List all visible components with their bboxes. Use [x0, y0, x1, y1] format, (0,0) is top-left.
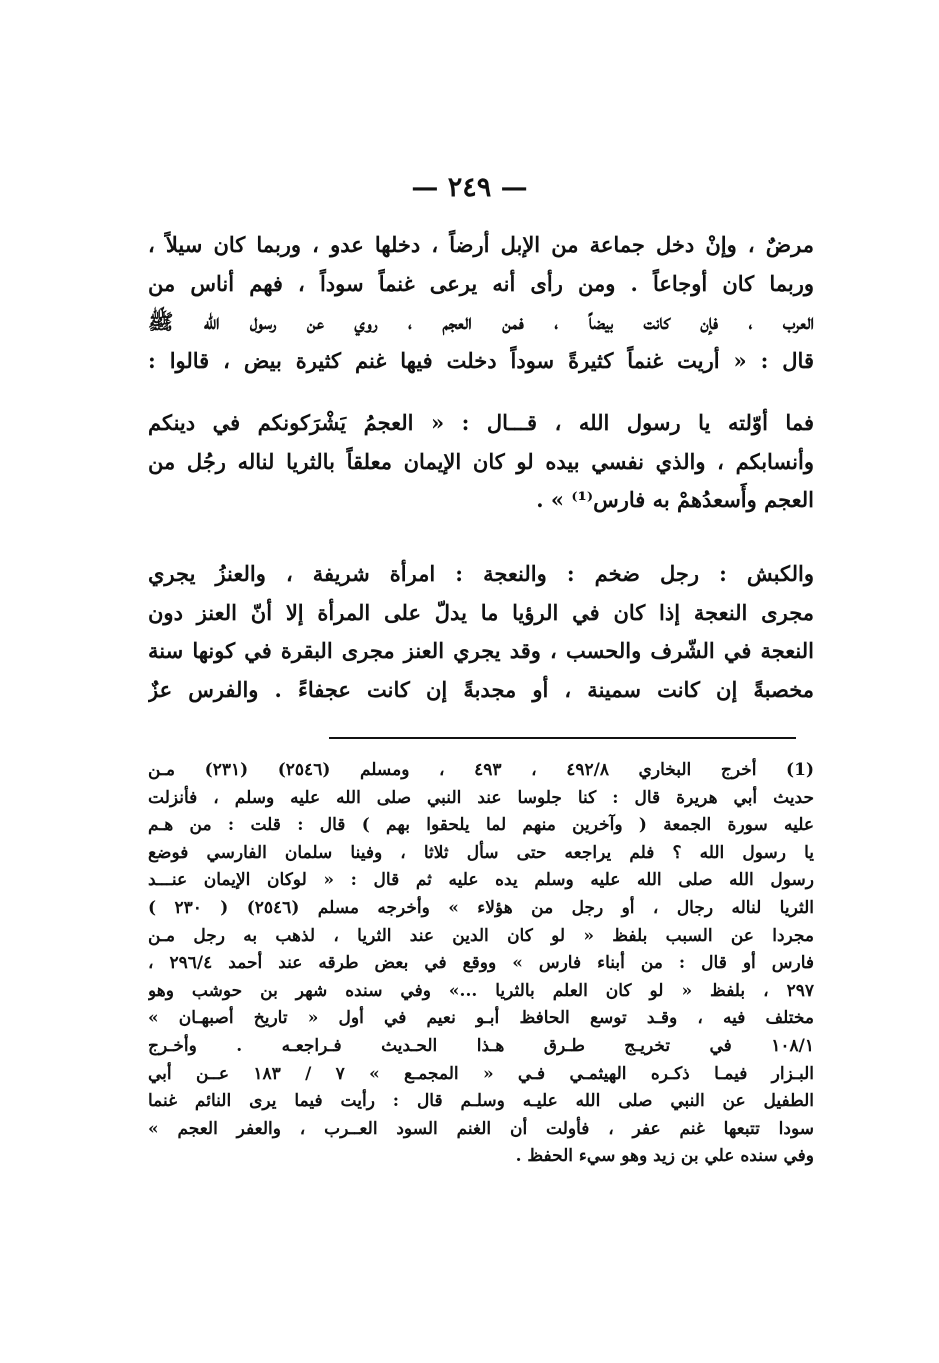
footnote-separator — [329, 737, 796, 739]
footnote-line: عليه سورة الجمعة ( وآخرين منهم لما يلحقوا بهم ) قال : قلت : من هـم — [148, 815, 814, 836]
text-line: العرب ، فإن كانت بيضاً ، فمن العجم ، روي عن رسول الله ﷺ — [148, 309, 814, 334]
footnote-line: ١٠٨/١ في تخريـج طـرق هـذا الحـديث فـراجعـه . وأخـرج — [148, 1035, 814, 1056]
footnote-line: فارس أو قال : من أبناء فارس » ووقع في بعض طرقه عند أحمد ٢٩٦/٤ ، — [148, 953, 814, 974]
body-paragraph-1 — [148, 226, 814, 380]
text-line: مجرى النعجة إذا كان في الرؤيا ما يدلّ على المرأة إلا أنّ العنز دون — [148, 599, 814, 625]
footnote-line: حديث أبي هريرة قال : كنا جلوسا عند النبي صلى الله عليه وسلم ، فأنزلت — [148, 787, 814, 808]
text-line: قال : « أريت غنماً كثيرةً سوداً دخلت فيها غنم كثيرة بيض ، قالوا : — [148, 347, 814, 373]
text-line: فما أوّلته يا رسول الله ، قـــال : « العجمُ يَشْرَكونكم في دينكم — [148, 410, 814, 435]
footnote-line: رسول الله صلى الله عليه وسلم يده عليه ثم قال : « لوكان الإيمان عنـــد — [148, 870, 814, 891]
footnote-line: (1) أخرج البخاري ٤٩٢/٨ ، ٤٩٣ ، ومسلم (٢٥٤٦) (٢٣١) مـن — [148, 760, 814, 780]
page-number: — ٢٤٩ — — [411, 172, 528, 203]
footnote — [148, 757, 814, 1171]
footnote-line: الطفيل عن النبي صلى الله عليـه وسلـم قال : رأيت فيما يرى النائم غنما — [148, 1091, 814, 1112]
text-line: مرضٌ ، وإنْ دخل جماعة من الإبل أرضاً ، دخلها عدو ، وربما كان سيلاً ، — [148, 232, 814, 257]
footnote-line: يا رسول الله ؟ فلم يراجعه حتى سأل ثلاثا ، وفينا سلمان الفارسي فوضع — [148, 842, 814, 863]
footnote-line: مجردا عن السبب بلفظ « لو كان الدين عند الثريا ، لذهب به رجل مـن — [148, 925, 814, 946]
footnote-line: ٢٩٧ ، بلفظ « لو كان العلم بالثريا ...» وفي سنده شهر بن حوشب وهو — [148, 980, 814, 1001]
text-line: العجم وأَسعدُهمْ به فارس⁽¹⁾ » . — [536, 487, 814, 512]
footnote-line: سودا تتبعها غنم عفر ، فأولت أن الغنم السود العــرب ، والعفر العجم » — [148, 1118, 814, 1139]
body-paragraph-3 — [148, 555, 814, 709]
footnote-line: البـزار فيمـا ذكـره الهيثمـي فـي « المجمـع » ٧ / ١٨٣ عــن أبي — [148, 1063, 814, 1084]
text-line: مخصبةً إن كانت سمينة ، أو مجدبةً إن كانت عجفاءً . والفرس عزٌ — [148, 676, 814, 702]
footnote-line: الثريا لناله رجال ، أو رجل من هؤلاء » وأخرجه مسلم (٢٥٤٦) ( ٢٣٠ ) — [148, 897, 814, 918]
body-paragraph-2 — [148, 404, 814, 520]
footnote-line: وفي سنده علي بن زيد وهو سيء الحفظ . — [515, 1146, 814, 1167]
text-line: وربما كان أوجاعاً . ومن رأى أنه يرعى غنماً سوداً ، فهم أناس من — [148, 270, 814, 296]
footnote-line: مختلف فيه ، وقـد توسع الحافظ أبـو نعيم في أول « تاريخ أصبهـان » — [148, 1008, 814, 1029]
text-line: وأنسابكم ، والذي نفسي بيده لو كان الإيمان معلقاً بالثريا لناله رجُل من — [148, 448, 814, 474]
text-line: والكبش : رجل ضخم : والنعجة : امرأة شريفة ، والعنزُ يجري — [148, 561, 814, 586]
text-line: النعجة في الشّرف والحسب ، وقد يجري العنز مجرى البقرة في كونها سنة — [148, 638, 814, 663]
